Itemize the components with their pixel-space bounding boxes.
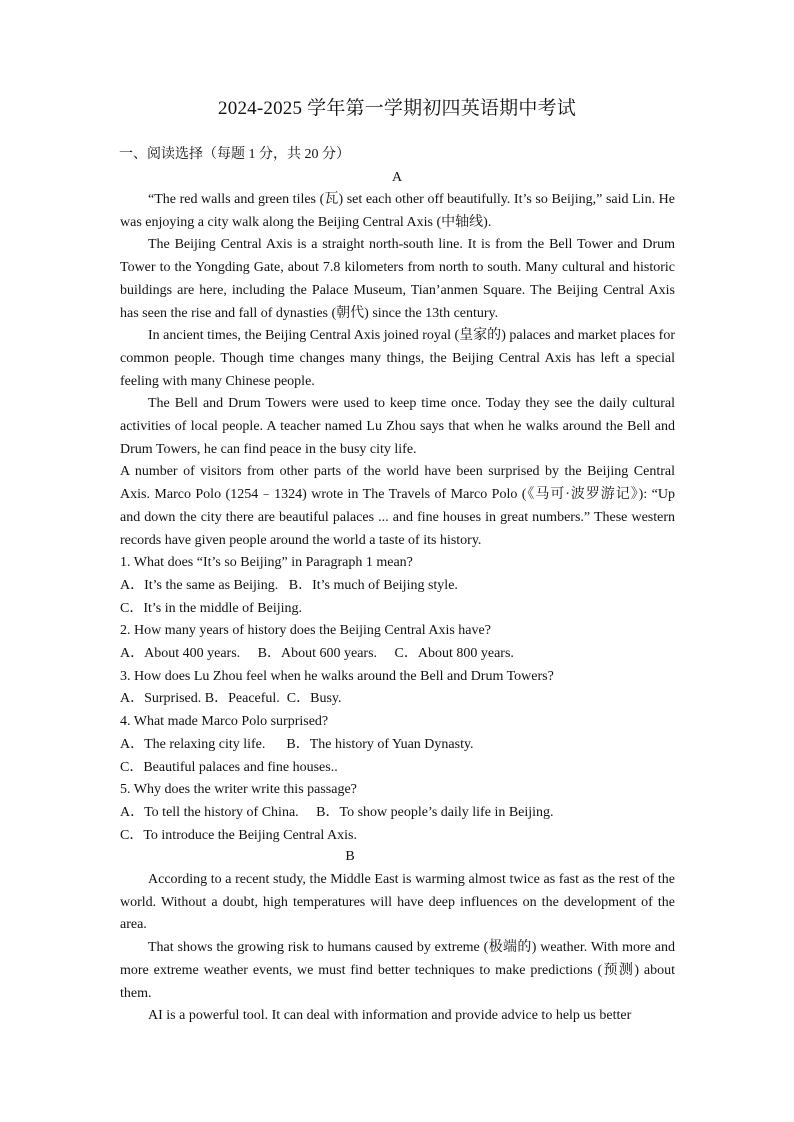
question-3-options: A．Surprised. B．Peaceful. C．Busy.: [120, 691, 342, 707]
question-5-options: A．To tell the history of China. B．To show people’s daily life in Beijing.: [120, 804, 554, 820]
passage-a-paragraph: In ancient times, the Beijing Central Axis joined royal (皇家的) palaces and market places for common people. Though time changes many things, the Beijing Central Axis has left a special feeling with many Chinese people.: [120, 328, 675, 389]
passage-b-paragraph: That shows the growing risk to humans caused by extreme (极端的) weather. With more and more extreme weather events, we must find better techniques to make predictions (预测) about them.: [120, 940, 675, 1001]
passage-a-paragraph: The Bell and Drum Towers were used to keep time once. Today they see the daily cultural activities of local people. A teacher named Lu Zhou says that when he walks around the Bell and Drum Towers, he can find peace in the busy city life.: [120, 396, 675, 457]
question-2: 2. How many years of history does the Beijing Central Axis have?: [120, 623, 491, 639]
passage-a-paragraph: “The red walls and green tiles (瓦) set each other off beautifully. It’s so Beijing,” said Lin. He was enjoying a city walk along the Beijing Central Axis (中轴线).: [120, 192, 675, 230]
passage-b-paragraph: AI is a powerful tool. It can deal with information and provide advice to help us better: [148, 1008, 632, 1024]
question-2-options: A．About 400 years. B．About 600 years. C．About 800 years.: [120, 646, 514, 662]
section-heading: 一、阅读选择（每题 1 分，共 20 分）: [119, 147, 350, 162]
exam-title: 2024-2025 学年第一学期初四英语期中考试: [218, 98, 576, 119]
passage-b: [120, 869, 675, 1028]
passage-a-label: A: [391, 170, 403, 185]
question-1-options: A．It’s the same as Beijing. B．It’s much of Beijing style.: [120, 577, 458, 593]
passage-a: [120, 189, 675, 847]
question-4: 4. What made Marco Polo surprised?: [120, 714, 329, 730]
question-4-options: C．Beautiful palaces and fine houses..: [120, 759, 338, 775]
passage-a-paragraph: The Beijing Central Axis is a straight north-south line. It is from the Bell Tower and Drum Tower to the Yongding Gate, about 7.8 kilometers from north to south. Many cultural and historic buildings are here, including the Palace Museum, Tian’anmen Square. The Beijing Central Axis has seen the rise and fall of dynasties (朝代) since the 13th century.: [120, 237, 675, 321]
passage-b-paragraph: According to a recent study, the Middle East is warming almost twice as fast as the rest of the world. Without a doubt, high temperatures will have deep influences on the development of the area.: [120, 872, 675, 933]
passage-a-paragraph: A number of visitors from other parts of the world have been surprised by the Beijing Central Axis. Marco Polo (1254﹣1324) wrote in The Travels of Marco Polo (《马可·波罗游记》): “Up and down the city there are beautiful palaces ... and fine houses in great numbers.” These western records have given people around the world a taste of its history.: [120, 464, 675, 548]
question-1-options: C．It’s in the middle of Beijing.: [120, 600, 302, 616]
passage-b-label: B: [345, 849, 355, 864]
question-4-options: A．The relaxing city life. B．The history of Yuan Dynasty.: [120, 736, 474, 752]
question-5-options: C．To introduce the Beijing Central Axis.: [120, 827, 357, 843]
question-3: 3. How does Lu Zhou feel when he walks around the Bell and Drum Towers?: [120, 668, 554, 684]
question-1: 1. What does “It’s so Beijing” in Paragraph 1 mean?: [120, 555, 413, 571]
question-5: 5. Why does the writer write this passage?: [120, 782, 357, 798]
